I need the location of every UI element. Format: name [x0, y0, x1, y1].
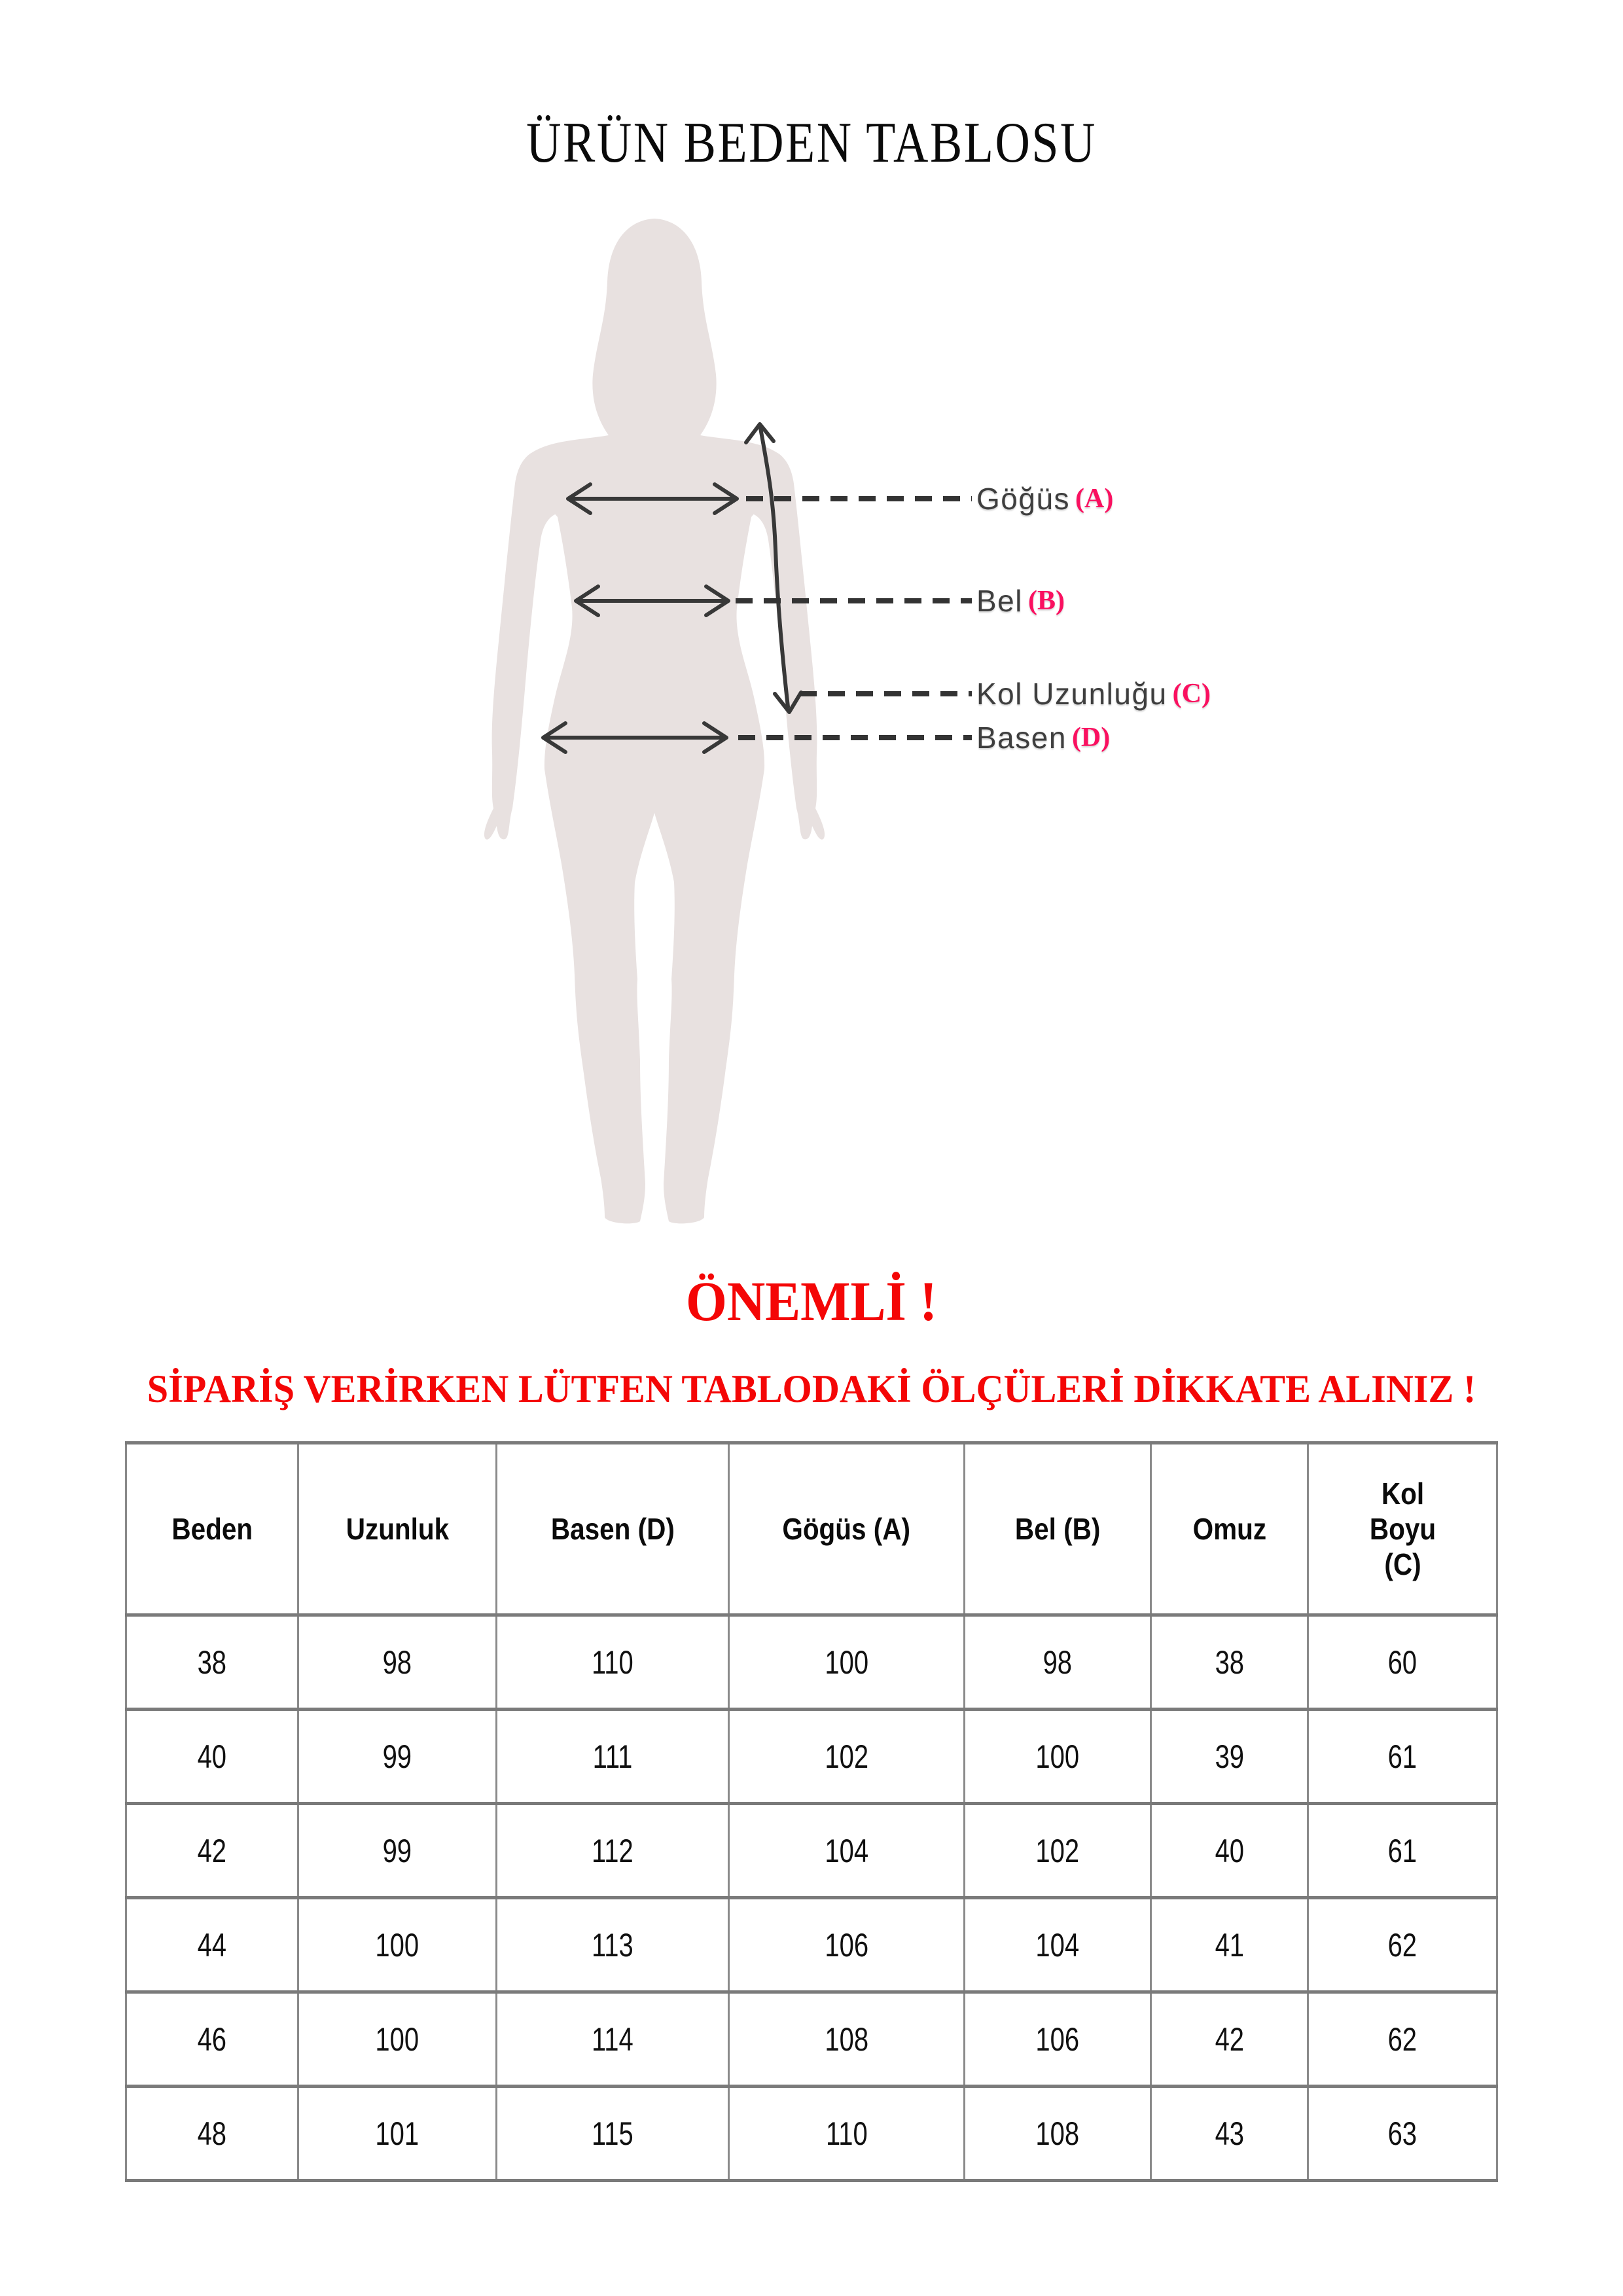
table-row-size-38	[126, 1615, 1497, 1710]
cell-value: 98	[1043, 1643, 1073, 1681]
table-cell	[126, 1804, 298, 1898]
table-cell	[965, 1710, 1151, 1804]
cell-value: 39	[1215, 1738, 1244, 1775]
table-row-size-46	[126, 1992, 1497, 2087]
table-cell	[126, 2087, 298, 2181]
table-cell	[497, 1804, 729, 1898]
table-cell	[497, 1710, 729, 1804]
body-silhouette	[520, 219, 790, 1223]
header-cell-bel	[965, 1443, 1151, 1615]
measurement-code-c: (C)	[1172, 679, 1211, 709]
cell-value: 44	[197, 1926, 227, 1964]
table-row-size-44	[126, 1898, 1497, 1992]
table-cell	[126, 1898, 298, 1992]
table-cell	[298, 1615, 497, 1710]
table-cell	[497, 1898, 729, 1992]
table-cell	[1151, 1898, 1308, 1992]
cell-value: 62	[1387, 2020, 1418, 2058]
measurement-label-chest-text: Göğüs	[976, 482, 1071, 516]
table-cell	[729, 1898, 965, 1992]
cell-value: 62	[1387, 1926, 1418, 1964]
table-cell	[497, 2087, 729, 2181]
cell-value: 106	[825, 1926, 868, 1964]
cell-value: 63	[1387, 2115, 1418, 2152]
cell-value: 110	[592, 1643, 633, 1681]
table-cell	[965, 1898, 1151, 1992]
measurement-code-d: (D)	[1071, 723, 1111, 753]
cell-value: 104	[1035, 1926, 1080, 1964]
table-cell	[729, 1615, 965, 1710]
header-cell-gogus-label: Gögüs (A)	[782, 1511, 911, 1546]
table-cell	[1308, 2087, 1497, 2181]
table-cell	[1151, 1710, 1308, 1804]
warning-heading: ÖNEMLİ !	[686, 1270, 937, 1333]
cell-value: 113	[592, 1926, 633, 1964]
table-cell	[497, 1992, 729, 2087]
table-cell	[1308, 1615, 1497, 1710]
size-table-header-row	[126, 1443, 1497, 1615]
table-cell	[1308, 1710, 1497, 1804]
measurement-label-waist-text: Bel	[976, 584, 1023, 618]
header-cell-omuz-label: Omuz	[1192, 1511, 1266, 1546]
table-cell	[298, 1804, 497, 1898]
cell-value: 60	[1387, 1643, 1418, 1681]
cell-value: 98	[382, 1643, 412, 1681]
measurement-label-waist	[976, 580, 1065, 622]
cell-value: 108	[1035, 2115, 1080, 2152]
cell-value: 100	[375, 1926, 419, 1964]
measurement-label-arm	[976, 673, 1211, 715]
cell-value: 112	[592, 1832, 633, 1869]
size-table	[125, 1441, 1498, 2182]
table-cell	[729, 1992, 965, 2087]
cell-value: 40	[197, 1738, 227, 1775]
table-cell	[1308, 1898, 1497, 1992]
table-cell	[1151, 2087, 1308, 2181]
header-cell-beden-label: Beden	[171, 1511, 253, 1546]
table-cell	[1151, 1804, 1308, 1898]
cell-value: 40	[1215, 1832, 1244, 1869]
table-cell	[497, 1615, 729, 1710]
table-cell	[1308, 1804, 1497, 1898]
cell-value: 99	[382, 1832, 412, 1869]
measurement-code-a: (A)	[1075, 484, 1114, 514]
table-row-size-42	[126, 1804, 1497, 1898]
cell-value: 115	[592, 2115, 633, 2152]
table-cell	[965, 1804, 1151, 1898]
cell-value: 110	[825, 2115, 868, 2152]
page-title: ÜRÜN BEDEN TABLOSU	[526, 111, 1097, 175]
table-cell	[126, 1710, 298, 1804]
table-cell	[1308, 1992, 1497, 2087]
header-cell-basen	[497, 1443, 729, 1615]
table-cell	[298, 1710, 497, 1804]
cell-value: 114	[592, 2020, 633, 2058]
cell-value: 43	[1215, 2115, 1244, 2152]
cell-value: 111	[592, 1738, 633, 1775]
cell-value: 38	[197, 1643, 227, 1681]
table-cell	[126, 1992, 298, 2087]
table-cell	[1151, 1992, 1308, 2087]
cell-value: 42	[197, 1832, 227, 1869]
cell-value: 42	[1215, 2020, 1244, 2058]
header-cell-bel-label: Bel (B)	[1014, 1511, 1101, 1546]
header-cell-omuz	[1151, 1443, 1308, 1615]
table-cell	[298, 1992, 497, 2087]
table-cell	[729, 1710, 965, 1804]
table-cell	[298, 2087, 497, 2181]
table-row-size-48	[126, 2087, 1497, 2181]
header-cell-basen-label: Basen (D)	[550, 1511, 675, 1546]
table-cell	[126, 1615, 298, 1710]
right-arm-silhouette	[754, 453, 825, 840]
header-cell-kol-boyu-label: Kol Boyu (C)	[1369, 1476, 1436, 1582]
left-arm-silhouette	[484, 453, 555, 840]
body-measurement-diagram	[452, 209, 982, 1244]
cell-value: 102	[1035, 1832, 1080, 1869]
cell-value: 106	[1035, 2020, 1080, 2058]
measurement-label-chest	[976, 478, 1113, 520]
cell-value: 48	[197, 2115, 227, 2152]
cell-value: 100	[1035, 1738, 1080, 1775]
measurement-code-b: (B)	[1027, 586, 1065, 616]
cell-value: 108	[825, 2020, 868, 2058]
table-cell	[965, 2087, 1151, 2181]
cell-value: 102	[825, 1738, 868, 1775]
table-row-size-40	[126, 1710, 1497, 1804]
cell-value: 61	[1387, 1738, 1418, 1775]
header-cell-gogus	[729, 1443, 965, 1615]
cell-value: 100	[375, 2020, 419, 2058]
measurement-label-arm-text: Kol Uzunluğu	[976, 677, 1168, 711]
cell-value: 104	[825, 1832, 868, 1869]
header-cell-uzunluk-label: Uzunluk	[346, 1511, 449, 1546]
cell-value: 41	[1215, 1926, 1244, 1964]
cell-value: 100	[825, 1643, 868, 1681]
table-cell	[729, 2087, 965, 2181]
warning-note: SİPARİŞ VERİRKEN LÜTFEN TABLODAKİ ÖLÇÜLERİ DİKKATE ALINIZ !	[147, 1367, 1476, 1410]
table-cell	[729, 1804, 965, 1898]
cell-value: 61	[1387, 1832, 1418, 1869]
table-cell	[1151, 1615, 1308, 1710]
header-cell-beden	[126, 1443, 298, 1615]
header-cell-uzunluk	[298, 1443, 497, 1615]
cell-value: 38	[1215, 1643, 1244, 1681]
table-cell	[965, 1992, 1151, 2087]
measurement-label-hip-text: Basen	[976, 721, 1067, 755]
cell-value: 99	[382, 1738, 412, 1775]
table-cell	[298, 1898, 497, 1992]
header-cell-kol-boyu	[1308, 1443, 1497, 1615]
table-cell	[965, 1615, 1151, 1710]
measurement-label-hip	[976, 717, 1110, 759]
cell-value: 101	[375, 2115, 419, 2152]
cell-value: 46	[197, 2020, 227, 2058]
